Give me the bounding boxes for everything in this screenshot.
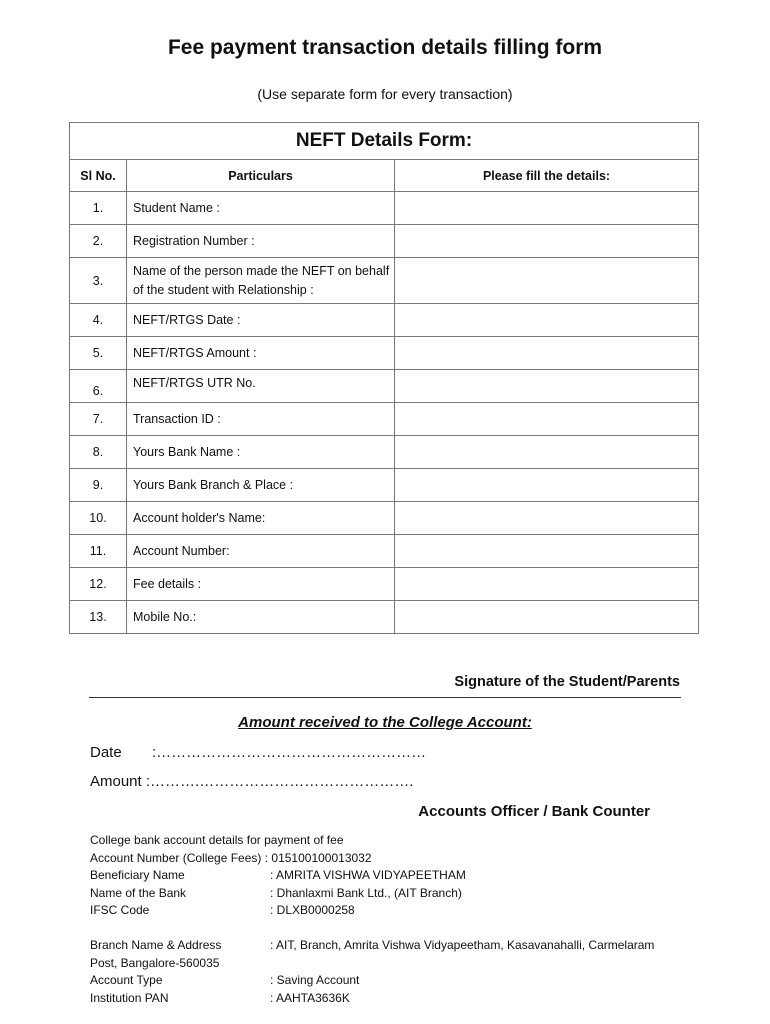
table-row	[70, 535, 699, 568]
fill-field-transaction-id[interactable]	[395, 403, 699, 436]
branch-value: : AIT, Branch, Amrita Vishwa Vidyapeetham, Kasavanahalli, Carmelaram	[270, 938, 655, 952]
fill-field-payer-name[interactable]	[395, 258, 699, 304]
beneficiary-value: : AMRITA VISHWA VIDYAPEETHAM	[270, 868, 466, 882]
row-number: 13.	[70, 601, 127, 634]
table-row	[70, 258, 699, 304]
signature-label: Signature of the Student/Parents	[454, 674, 680, 690]
page-subtitle: (Use separate form for every transaction)	[257, 86, 513, 102]
row-number: 8.	[70, 436, 127, 469]
row-label: Student Name :	[127, 192, 395, 225]
row-label: Name of the person made the NEFT on behalf of the student with Relationship :	[127, 258, 395, 304]
account-type-value: : Saving Account	[270, 973, 360, 987]
account-type-row	[90, 972, 654, 990]
row-number: 1.	[70, 192, 127, 225]
fill-field-fee-details[interactable]	[395, 568, 699, 601]
fill-field-student-name[interactable]	[395, 192, 699, 225]
bank-name-value: : Dhanlaxmi Bank Ltd., (AIT Branch)	[270, 885, 462, 900]
beneficiary-row	[90, 867, 654, 885]
row-number: 4.	[70, 304, 127, 337]
bank-name-key: Name of the Bank	[90, 885, 187, 900]
college-bank-details	[90, 832, 654, 1007]
date-label: Date	[90, 744, 122, 761]
table-row	[70, 469, 699, 502]
table-row	[70, 502, 699, 535]
fill-field-mobile[interactable]	[395, 601, 699, 634]
row-label: NEFT/RTGS Amount :	[127, 337, 395, 370]
row-number: 9.	[70, 469, 127, 502]
row-label: Yours Bank Branch & Place :	[127, 469, 395, 502]
col-header-particulars: Particulars	[127, 160, 395, 192]
ifsc-key: IFSC Code	[90, 903, 150, 917]
row-number: 11.	[70, 535, 127, 568]
account-type-key: Account Type	[90, 973, 163, 987]
fill-field-account-number[interactable]	[395, 535, 699, 568]
branch-continuation: Post, Bangalore-560035	[90, 955, 220, 970]
fill-field-bank-name[interactable]	[395, 436, 699, 469]
row-label: Yours Bank Name :	[127, 436, 395, 469]
neft-details-table	[69, 122, 699, 634]
row-label: Transaction ID :	[127, 403, 395, 436]
bank-account-number: Account Number (College Fees) : 015100100013032	[90, 850, 372, 865]
signature-line	[89, 697, 681, 698]
row-number: 2.	[70, 225, 127, 258]
pan-key: Institution PAN	[90, 990, 169, 1005]
amount-received-heading: Amount received to the College Account:	[238, 714, 532, 731]
row-number: 12.	[70, 568, 127, 601]
fill-field-account-holder[interactable]	[395, 502, 699, 535]
fill-field-neft-date[interactable]	[395, 304, 699, 337]
branch-row	[90, 937, 654, 955]
pan-row	[90, 990, 654, 1008]
row-label: Mobile No.:	[127, 601, 395, 634]
table-row	[70, 601, 699, 634]
date-blank: :………………………………………………	[152, 744, 427, 761]
accounts-officer-label: Accounts Officer / Bank Counter	[418, 803, 650, 820]
row-label: Account holder's Name:	[127, 502, 395, 535]
bank-heading: College bank account details for payment of fee	[90, 833, 344, 847]
bank-name-row	[90, 885, 654, 903]
page-title: Fee payment transaction details filling form	[167, 36, 603, 59]
col-header-sl: Sl No.	[70, 160, 127, 192]
table-row	[70, 225, 699, 258]
row-label: Registration Number :	[127, 225, 395, 258]
row-label: NEFT/RTGS Date :	[127, 304, 395, 337]
row-number: 6.	[70, 370, 127, 403]
fill-field-neft-amount[interactable]	[395, 337, 699, 370]
table-row	[70, 370, 699, 403]
row-number: 7.	[70, 403, 127, 436]
table-row	[70, 403, 699, 436]
amount-line: Amount :……….…………………………………….	[90, 773, 414, 790]
fill-field-registration-number[interactable]	[395, 225, 699, 258]
row-number: 5.	[70, 337, 127, 370]
row-number: 3.	[70, 258, 127, 304]
ifsc-row	[90, 902, 654, 920]
date-line	[90, 744, 426, 761]
row-number: 10.	[70, 502, 127, 535]
fill-field-bank-branch[interactable]	[395, 469, 699, 502]
table-row	[70, 337, 699, 370]
row-label: NEFT/RTGS UTR No.	[127, 370, 395, 403]
table-row	[70, 192, 699, 225]
col-header-fill: Please fill the details:	[395, 160, 699, 192]
row-label: Fee details :	[127, 568, 395, 601]
beneficiary-key: Beneficiary Name	[90, 868, 185, 882]
ifsc-value: : DLXB0000258	[270, 903, 355, 917]
table-row	[70, 436, 699, 469]
pan-value: : AAHTA3636K	[270, 990, 350, 1005]
form-heading: NEFT Details Form:	[70, 123, 699, 160]
table-row	[70, 304, 699, 337]
fill-field-utr-number[interactable]	[395, 370, 699, 403]
branch-key: Branch Name & Address	[90, 938, 222, 952]
row-label: Account Number:	[127, 535, 395, 568]
table-row	[70, 568, 699, 601]
